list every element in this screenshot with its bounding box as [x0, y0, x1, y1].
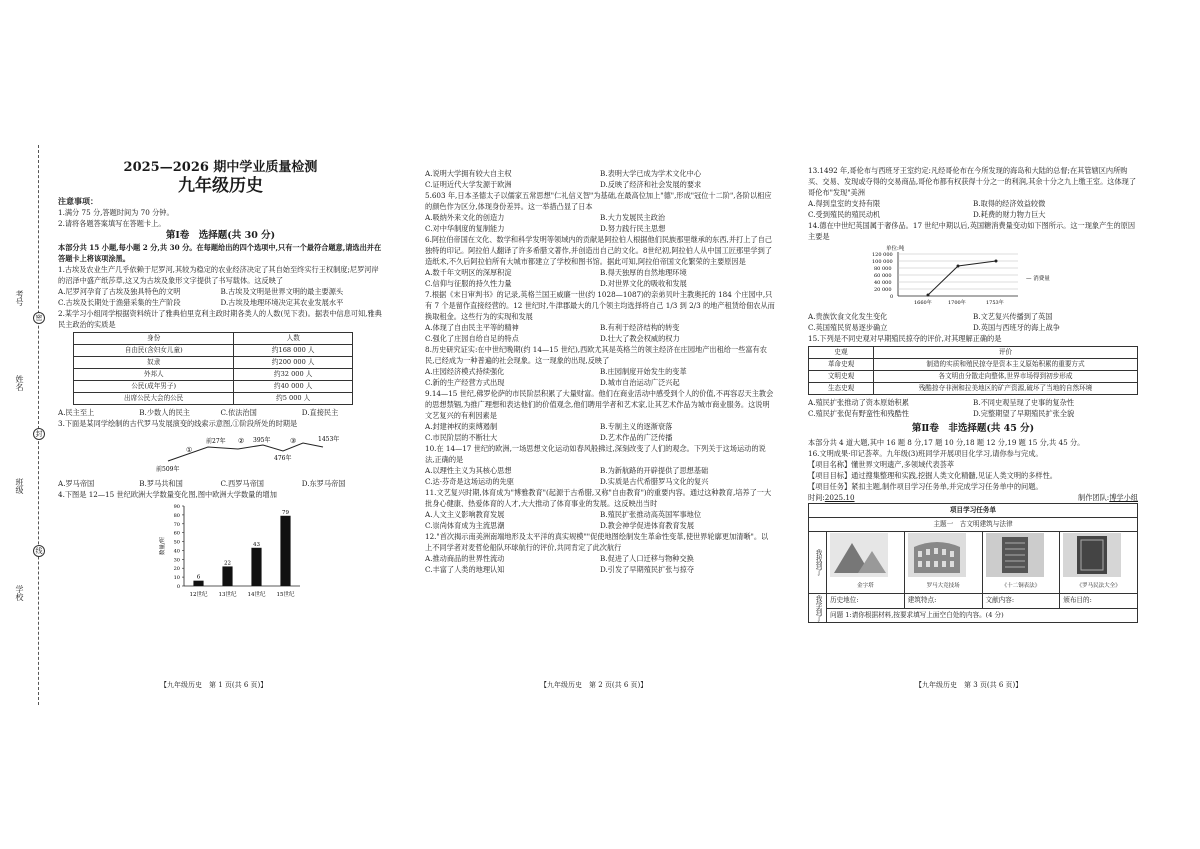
- pyramid-image: [830, 533, 888, 577]
- table-header: 评价: [874, 347, 1138, 359]
- class-label: 班级: [15, 478, 24, 494]
- question-6: 6.阿拉伯帝国在文化、数学和科学发明等领域内的贡献是阿拉伯人根据他们民族那里继承的东西,并打上了自己独特的印记。阿拉伯人翻译了许多希腊文著作,并创造出自己的文化。8世纪初,阿拉伯人从中国工匠那里学到了造纸术,不久后阿拉伯所有大城市都建立了学校和图书馆。据此可知,阿拉伯帝国文化繁荣的主要原因是: [425, 235, 772, 266]
- question-5: 5.603 年,日本圣德太子以儒家五常思想"仁礼信义智"为基础,在最高位加上"德",形成"冠位十二阶",各阶以相应的颜色作为区分,体现身份差异。这一举措凸显了日本: [425, 191, 772, 211]
- y-tick-label: 0: [176, 584, 180, 590]
- q15-options: [808, 408, 1138, 419]
- image-caption: 金字塔: [857, 583, 874, 589]
- y-axis-label: 数量/所: [160, 536, 166, 556]
- time-value: 2025.10: [824, 493, 855, 502]
- question-14: 14.德在中世纪英国属于奢侈品。17 世纪中期以后,英国糖消费量变动如下图所示。这一现象产生的原因主要是: [808, 221, 1136, 241]
- option: A.民主至上: [58, 408, 95, 417]
- stage-mark: ①: [186, 446, 193, 454]
- table-row: [74, 381, 353, 393]
- binding-line: [38, 145, 51, 705]
- page-3-column: [808, 165, 1138, 623]
- option: A.说明大学拥有较大自主权: [425, 169, 512, 178]
- table-cell: 奴隶: [74, 357, 234, 369]
- table-cell: 自由民(含妇女儿童): [74, 345, 234, 357]
- page-1-column: [58, 160, 383, 603]
- option: A.推动商品的世界性流动: [425, 554, 505, 563]
- notice-item: 2.请将各题答案填写在答题卡上。: [58, 219, 166, 228]
- twelve-tables-image: [986, 533, 1044, 577]
- bar-12世纪: [193, 581, 203, 586]
- option: A.殖民扩张推动了资本原始积累: [808, 398, 909, 407]
- table-row: [809, 371, 1138, 383]
- option: B.罗马共和国: [139, 479, 183, 488]
- q3-options: [58, 478, 383, 489]
- table-cell: 残酷掠夺非洲和拉美地区的矿产资源,破坏了当地的自然环境: [874, 383, 1138, 395]
- y-tick-label: 10: [173, 575, 180, 582]
- x-tick: 1753年: [986, 300, 1004, 306]
- page-footer: 【九年级历史 第 1 页(共 6 页)】: [160, 681, 268, 689]
- table-cell: 约168 000 人: [234, 345, 353, 357]
- option: A.得到皇室的支持有限: [808, 199, 881, 208]
- table-row: [74, 345, 353, 357]
- answer-cell[interactable]: 颁布目的:: [1060, 594, 1138, 609]
- question-13: 13.1492 年,哥伦布与西班牙王室约定:凡经哥伦布在今所发现的海岛和大陆的总督;在其管辖区内所购买、交易、发现或夺得的交易商品,哥伦布都有权获得十分之一的利润,其余十分之九上缴王室。这体现了哥伦布"发现"美洲: [808, 166, 1137, 197]
- exam-subject: 九年级历史: [178, 176, 263, 196]
- notice-item: 1.满分 75 分,答题时间为 70 分钟。: [58, 208, 174, 217]
- team-value: 博学小组: [1109, 493, 1138, 502]
- page-2-column: [425, 168, 775, 575]
- y-tick-label: 50: [173, 539, 180, 546]
- bar-14世纪: [251, 548, 261, 586]
- question-3: 3.下面是某同学绘制的古代罗马发展演变的线索示意图,①阶段所处的时期是: [58, 419, 298, 428]
- found-row-head: 我找到了: [809, 532, 827, 594]
- table-row: [809, 383, 1138, 395]
- option: C.证明近代大学发源于欧洲: [425, 180, 512, 189]
- question-1-prompt: 问题 1:请你根据材料,按要求填写上面空白处的内容。(4 分): [827, 608, 1138, 623]
- sugar-consumption-chart: [808, 242, 1138, 308]
- question-15: 15.下列是不同史观对早期殖民掠夺的评价,对其理解正确的是: [808, 334, 1002, 343]
- option: C.信仰与征服的持久性力量: [425, 279, 512, 288]
- option: B.得天独厚的自然地理环境: [600, 268, 687, 277]
- option: A.人文主义影响教育发展: [425, 510, 505, 519]
- q1-options: [58, 297, 383, 308]
- option: A.以理性主义为其核心思想: [425, 466, 512, 475]
- q11-options: [425, 509, 775, 520]
- option: A.吸纳外来文化的创造力: [425, 213, 505, 222]
- question-7: 7.根据《末日审判书》的记录,英格兰国王威廉一世(约 1028—1087)的亲弟贝叶主教奥托的 184 个庄园中,只有 7 个是留作直接经营的。12 世纪时,牛津郡最大的几个领主均选择将自己 1/3 到 2/3 的地产租赁给佃农从而换取租金。这些行为的实现和发展: [425, 290, 775, 321]
- question-4: 4.下图是 12—15 世纪欧洲大学数量变化图,图中欧洲大学数量的增加: [58, 490, 277, 499]
- project-goal: 【项目目标】通过搜集整理和实践,挖掘人类文化精髓,见证人类文明的多样性。: [808, 471, 1057, 480]
- pyramid-cell: [827, 532, 905, 594]
- y-tick: 40 000: [874, 280, 892, 286]
- q2-options: [58, 407, 383, 418]
- q14-options: [808, 311, 1138, 322]
- option: B.专制主义的逐渐衰落: [600, 422, 673, 431]
- option: B.有利于经济结构的转变: [600, 323, 680, 332]
- option: B.殖民扩张推动高英国军事地位: [600, 510, 702, 519]
- theme-title: 主题一 古文明建筑与法律: [809, 518, 1138, 532]
- option: D.英国与西班牙的海上战争: [973, 323, 1060, 332]
- project-name: 【项目名称】懂世界文明遗产,多领域代表荟萃: [808, 460, 955, 469]
- option: D.耗费的财力物力巨大: [973, 210, 1046, 219]
- timeline-date: 395年: [253, 437, 271, 444]
- option: B.取得的经济效益较微: [973, 199, 1046, 208]
- question-11: 11.文艺复兴时期,体育成为"博雅教育"(起源于古希腊,又称"自由教育")的重要内容。通过这种教育,培养了一大批身心健康、热爱体育的人才,大大推动了体育事业的发展。这反映出当时: [425, 488, 772, 508]
- option: D.东罗马帝国: [301, 479, 346, 488]
- section-2-intro: 本部分共 4 道大题,其中 16 题 8 分,17 题 10 分,18 题 12 分,19 题 15 分,共 45 分。: [808, 438, 1085, 447]
- table-cell: 约32 000 人: [234, 369, 353, 381]
- q10-options: [425, 465, 775, 476]
- page-footer: 【九年级历史 第 3 页(共 6 页)】: [915, 681, 1023, 689]
- chart-legend: — 消费量: [1026, 276, 1050, 282]
- q7-options: [425, 333, 775, 344]
- twelve-tables-cell: [982, 532, 1060, 594]
- table-cell: 约40 000 人: [234, 381, 353, 393]
- option: B.庄园制度开始发生的变革: [600, 367, 687, 376]
- stage-mark: ②: [238, 437, 245, 445]
- option: B.为新航路的开辟提供了思想基础: [600, 466, 709, 475]
- option: C.丰富了人类的地理认知: [425, 565, 505, 574]
- data-point: [995, 260, 998, 263]
- question-12: 12."首次揭示南美洲南端地形及太平洋的真实规模""促使地图绘制发生革命性变革,使世界轮廓更加清晰"。以上不同学者对麦哲伦船队环球航行的评价,共同肯定了此次航行: [425, 532, 769, 552]
- answer-cell[interactable]: 历史地位:: [827, 594, 905, 609]
- q12-options: [425, 564, 775, 575]
- option: C.达·芬奇是这场运动的先驱: [425, 477, 514, 486]
- colosseum-cell: [904, 532, 982, 594]
- q2-table: [73, 332, 353, 405]
- q15-options: [808, 397, 1138, 408]
- option: B.少数人的民主: [139, 408, 190, 417]
- table-cell: 各文明由分散走向整体,世界市场得到初步形成: [874, 371, 1138, 383]
- option: A.体现了自由民主平等的精神: [425, 323, 519, 332]
- time-label: 时间:: [808, 493, 825, 502]
- table-cell: 革命史观: [809, 359, 874, 371]
- x-tick-label: 14世纪: [247, 592, 266, 598]
- seal-circle: 线: [33, 545, 45, 557]
- option: A.封建神权的束缚遏制: [425, 422, 498, 431]
- university-count-chart: [158, 500, 308, 600]
- q9-options: [425, 432, 775, 443]
- answer-cell[interactable]: 文献内容:: [982, 594, 1060, 609]
- table-row: [74, 357, 353, 369]
- stage-mark: ③: [290, 437, 297, 445]
- q5-options: [425, 212, 775, 223]
- option: D.艺术作品的广泛传播: [600, 433, 673, 442]
- y-tick-label: 30: [173, 557, 180, 564]
- q14-options: [808, 322, 1138, 333]
- table-cell: 生态史观: [809, 383, 874, 395]
- option: A.罗马帝国: [58, 479, 95, 488]
- project-task: 【项目任务】紧扣主题,制作项目学习任务单,并完成学习任务单中的问题。: [808, 482, 1043, 491]
- q4-options: [425, 168, 775, 179]
- table-cell: 外邦人: [74, 369, 234, 381]
- option: C.对中华制度的复制能力: [425, 224, 505, 233]
- seal-circle: 封: [33, 428, 45, 440]
- page-footer: 【九年级历史 第 2 页(共 6 页)】: [540, 681, 648, 689]
- option: C.英国殖民贸易逐步确立: [808, 323, 888, 332]
- image-caption: 罗马大竞技场: [926, 583, 960, 589]
- image-caption: 《罗马民法大全》: [1076, 583, 1121, 589]
- learned-row-head: 我学到了: [809, 594, 827, 623]
- table-cell: 约5 000 人: [234, 393, 353, 405]
- option: A.贵族饮食文化发生变化: [808, 312, 888, 321]
- option: A.庄园经济模式持续强化: [425, 367, 505, 376]
- timeline-date: 476年: [274, 455, 292, 462]
- option: D.实质是古代希腊罗马文化的复兴: [600, 477, 709, 486]
- table-row: [74, 393, 353, 405]
- task-sheet-table: [808, 503, 1138, 623]
- q4-options: [425, 179, 775, 190]
- table-cell: 公民(成年男子): [74, 381, 234, 393]
- option: B.表明大学已成为学术文化中心: [600, 169, 702, 178]
- y-tick: 80 000: [874, 266, 892, 272]
- option: B.不同史观呈现了史事的复杂性: [973, 398, 1075, 407]
- y-tick-label: 60: [173, 530, 180, 537]
- task-sheet-title: 项目学习任务单: [809, 504, 1138, 518]
- option: C.市民阶层的不断壮大: [425, 433, 498, 442]
- option: D.直接民主: [301, 408, 339, 417]
- x-tick-label: 13世纪: [218, 592, 237, 598]
- option: B.文艺复兴传播到了英国: [973, 312, 1053, 321]
- q15-table: [808, 346, 1138, 395]
- data-point: [957, 265, 960, 268]
- q8-options: [425, 366, 775, 377]
- timeline-date: 前509年: [156, 466, 180, 473]
- option: D.反映了经济和社会发展的要求: [600, 180, 702, 189]
- q5-options: [425, 223, 775, 234]
- data-point: [927, 294, 930, 297]
- bar-value-label: 43: [253, 541, 260, 548]
- timeline-date: 前27年: [206, 438, 226, 445]
- option: D.壮大了教会权威的权力: [600, 334, 680, 343]
- option: D.引发了早期殖民扩张与掠夺: [600, 565, 695, 574]
- notice-heading: 注意事项：: [58, 196, 98, 206]
- x-tick: 1660年: [914, 300, 932, 306]
- y-tick-label: 20: [173, 566, 180, 573]
- y-tick-label: 70: [173, 521, 180, 528]
- y-tick: 20 000: [874, 287, 892, 293]
- y-tick: 100 000: [872, 259, 893, 265]
- chart-y-label: 单位:吨: [886, 246, 905, 252]
- y-tick-label: 80: [173, 512, 180, 519]
- option: D.努力践行民主思想: [600, 224, 666, 233]
- candidate-number-label: 考号: [15, 290, 24, 306]
- option: D.对世界文化的吸收和发展: [600, 279, 687, 288]
- q12-options: [425, 553, 775, 564]
- q7-options: [425, 322, 775, 333]
- option: A.数千年文明区的深厚积淀: [425, 268, 512, 277]
- section-1-title: 第Ⅰ卷 选择题(共 30 分): [165, 230, 276, 241]
- table-cell: 约200 000 人: [234, 357, 353, 369]
- option: D.教会神学促进体育教育发展: [600, 521, 695, 530]
- task-meta: [808, 492, 1138, 503]
- table-header: 身份: [74, 333, 234, 345]
- civil-law-image: [1063, 533, 1121, 577]
- school-label: 学校: [15, 585, 24, 601]
- question-1: 1.古埃及农业生产几乎依赖于尼罗河,其较为稳定的农业经济决定了其自始至终实行王权制度;尼罗河岸的沼泽中盛产纸莎草,这又为古埃及象形文字提供了书写载体。这反映了: [58, 265, 379, 285]
- bar-value-label: 6: [196, 574, 201, 581]
- q8-options: [425, 377, 775, 388]
- option: D.城市自治运动广泛兴起: [600, 378, 680, 387]
- civil-law-cell: [1060, 532, 1138, 594]
- q10-options: [425, 476, 775, 487]
- option: C.新的生产经营方式出现: [425, 378, 505, 387]
- name-label: 姓名: [15, 375, 24, 391]
- image-caption: 《十二铜表法》: [1001, 583, 1041, 589]
- rome-timeline-diagram: [58, 429, 383, 475]
- q11-options: [425, 520, 775, 531]
- consumption-line: [928, 261, 996, 295]
- option: A.尼罗河孕育了古埃及独具特色的文明: [58, 287, 181, 296]
- option: C.殖民扩张促有野蛮性和残酷性: [808, 409, 909, 418]
- bar-value-label: 22: [224, 560, 231, 567]
- q9-options: [425, 421, 775, 432]
- option: C.古埃及长期处于渔猎采集的生产阶段: [58, 298, 181, 307]
- question-9: 9.14—15 世纪,佛罗伦萨的市民阶层积累了大量财富。他们在商业活动中感受到个人的价值,不再容忍天主教会的思想禁锢,为推广理想和表达他们的价值观念,他们聘用学者和艺术家,让其艺术作品为城市商业服务。这说明文艺复兴的有利因素是: [425, 389, 774, 420]
- option: B.大力发展民主政治: [600, 213, 666, 222]
- table-row: [809, 359, 1138, 371]
- y-tick: 60 000: [874, 273, 892, 279]
- option: B.古埃及文明是世界文明的最主要源头: [220, 287, 344, 296]
- seal-circle: 密: [33, 312, 45, 324]
- q6-options: [425, 278, 775, 289]
- colosseum-image: [908, 533, 966, 577]
- option: C.强化了庄园自给自足的特点: [425, 334, 519, 343]
- team-label: 制作团队:: [1078, 493, 1110, 502]
- option: C.崇尚体育成为主流思潮: [425, 521, 505, 530]
- y-tick-label: 40: [173, 548, 180, 555]
- q1-options: [58, 286, 383, 297]
- question-2: 2.某学习小组同学根据资料统计了雅典伯里克利主政时期各类人的人数(见下表)。据表中信息可知,雅典民主政治的实质是: [58, 309, 382, 329]
- section-1-intro: 本部分共 15 小题,每小题 2 分,共 30 分。在每题给出的四个选项中,只有一个最符合题意,请选出并在答题卡上将该项涂黑。: [58, 243, 382, 263]
- q13-options: [808, 209, 1138, 220]
- x-tick: 1700年: [948, 300, 966, 306]
- table-header: 人数: [234, 333, 353, 345]
- option: C.依法治国: [220, 408, 257, 417]
- option: B.促进了人口迁移与物种交换: [600, 554, 694, 563]
- q13-options: [808, 198, 1138, 209]
- table-cell: 文明史观: [809, 371, 874, 383]
- x-tick-label: 15世纪: [276, 592, 295, 598]
- exam-title: 2025—2026 期中学业质量检测: [123, 160, 318, 175]
- bar-value-label: 79: [282, 509, 289, 516]
- y-tick: 120 000: [872, 252, 893, 258]
- question-16: 16.文明成果·印记荟萃。九年级(3)班同学开展项目化学习,请你参与完成。: [808, 449, 1043, 458]
- y-tick-label: 90: [173, 504, 180, 510]
- option: D.完整期望了早期殖民扩张全貌: [973, 409, 1075, 418]
- grid-lines: [898, 254, 1018, 289]
- q6-options: [425, 267, 775, 278]
- timeline-date: 1453年: [318, 436, 340, 443]
- table-cell: 制造的实质和殖民掠夺是资本主义原始积累的重要方式: [874, 359, 1138, 371]
- x-tick-label: 12世纪: [189, 592, 208, 598]
- table-header: 史观: [809, 347, 874, 359]
- option: D.古埃及地理环境决定其农业发展水平: [220, 298, 344, 307]
- option: C.西罗马帝国: [220, 479, 264, 488]
- table-row: [74, 369, 353, 381]
- bar-13世纪: [222, 566, 232, 586]
- answer-cell[interactable]: 建筑特点:: [904, 594, 982, 609]
- table-cell: 出席公民大会的公民: [74, 393, 234, 405]
- section-2-title: 第Ⅱ卷 非选择题(共 45 分): [911, 423, 1035, 434]
- bar-15世纪: [280, 516, 290, 586]
- question-8: 8.历史研究证实:在中世纪晚期(约 14—15 世纪),西欧尤其是英格兰的领主经济在庄园地产出租给一些富有农民,已经成为一种普遍的社会现象。这一现象的出现,反映了: [425, 345, 767, 365]
- y-tick: 0: [890, 294, 894, 300]
- question-10: 10.在 14—17 世纪的欧洲,一场思想文化运动如春风般拂过,深刻改变了人们的观念。下列关于这场运动的说法,正确的是: [425, 444, 766, 464]
- option: C.受到殖民的殖民动机: [808, 210, 881, 219]
